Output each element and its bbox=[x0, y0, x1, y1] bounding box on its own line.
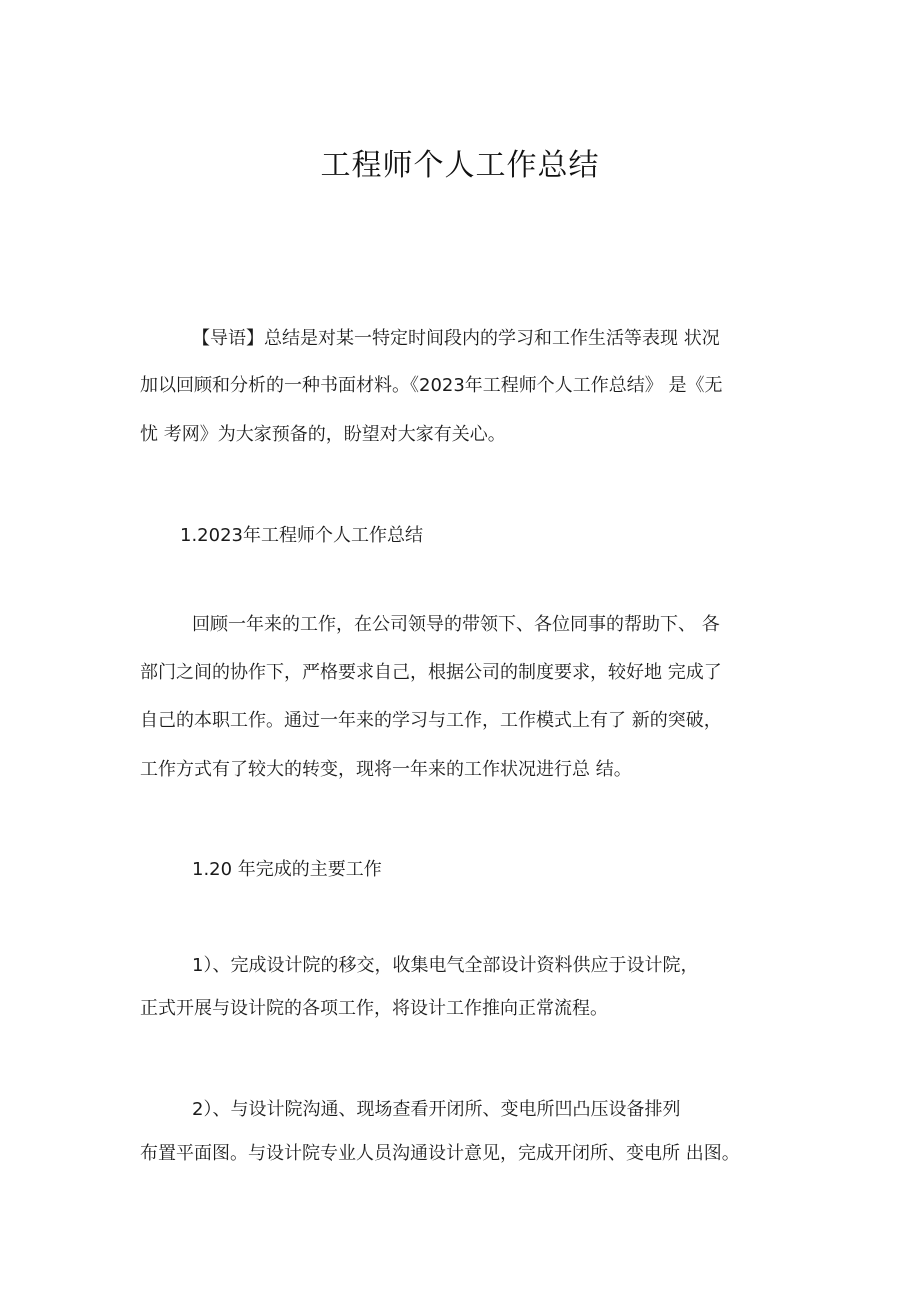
subsection-heading: 1.20 年完成的主要工作 bbox=[192, 859, 382, 880]
intro-line: 【导语】总结是对某一特定时间段内的学习和工作生活等表现 状况 bbox=[192, 328, 720, 349]
intro-line: 加以回顾和分析的一种书面材料。《2023年工程师个人工作总结》 是《无 bbox=[140, 375, 723, 396]
work-item-line: 2）、与设计院沟通、现场查看开闭所、变电所凹凸压设备排列 bbox=[192, 1099, 681, 1120]
work-item-line: 正式开展与设计院的各项工作，将设计工作推向正常流程。 bbox=[140, 998, 608, 1019]
review-line: 自己的本职工作。通过一年来的学习与工作，工作模式上有了 新的突破， bbox=[140, 710, 722, 731]
review-line: 回顾一年来的工作，在公司领导的带领下、各位同事的帮助下、 各 bbox=[192, 614, 720, 635]
review-line: 工作方式有了较大的转变，现将一年来的工作状况进行总 结。 bbox=[140, 759, 632, 780]
section-heading: 1.2023年工程师个人工作总结 bbox=[180, 525, 423, 546]
review-line: 部门之间的协作下，严格要求自己，根据公司的制度要求，较好地 完成了 bbox=[140, 662, 722, 683]
intro-line: 忧 考网》为大家预备的，盼望对大家有关心。 bbox=[140, 424, 506, 445]
work-item-line: 布置平面图。与设计院专业人员沟通设计意见，完成开闭所、变电所 出图。 bbox=[140, 1143, 740, 1164]
page-title: 工程师个人工作总结 bbox=[320, 148, 600, 183]
work-item-line: 1）、完成设计院的移交，收集电气全部设计资料供应于设计院， bbox=[192, 955, 699, 976]
